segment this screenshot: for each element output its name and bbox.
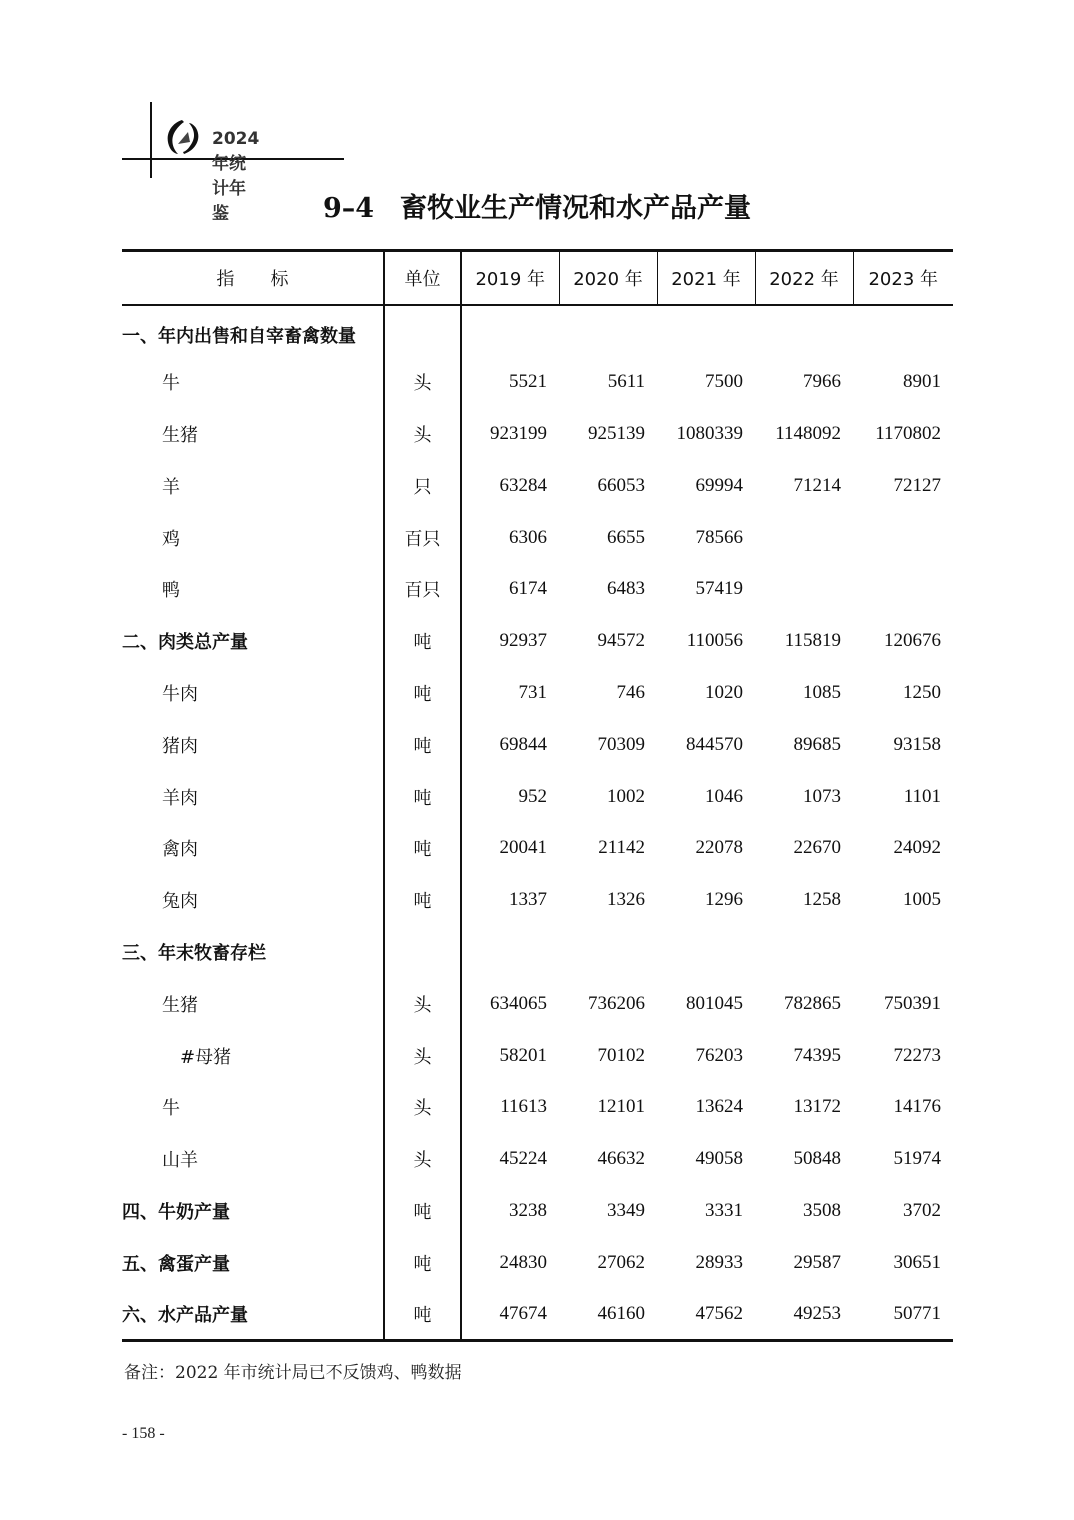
value-cell: 29587: [793, 1251, 841, 1273]
value-cell: 750391: [884, 992, 941, 1014]
value-cell: 72273: [893, 1044, 941, 1066]
value-cell: 66053: [597, 474, 645, 496]
value-cell: 6655: [607, 526, 645, 548]
value-cell: 1101: [903, 785, 941, 807]
value-cell: 3238: [509, 1199, 547, 1221]
indicator-name: 羊: [162, 476, 180, 498]
table-row: [122, 719, 953, 771]
yearbook-label: 2024年统计年鉴: [212, 129, 260, 224]
unit-cell: 吨: [384, 1185, 461, 1237]
value-cell: 3349: [607, 1199, 645, 1221]
unit-cell: 只: [384, 460, 461, 512]
value-cell: 30651: [893, 1251, 941, 1273]
value-cell: 13624: [695, 1096, 743, 1118]
table-row: [122, 408, 953, 460]
unit-cell: 吨: [384, 667, 461, 719]
value-cell: 1005: [903, 889, 941, 911]
indicator-name: 生猪: [162, 994, 198, 1016]
value-cell: 1085: [803, 681, 841, 703]
table-row: [122, 1081, 953, 1133]
indicator-name: 五、禽蛋产量: [122, 1253, 230, 1275]
unit-cell: 头: [384, 1081, 461, 1133]
value-cell: 115819: [784, 630, 841, 652]
value-cell: 70102: [597, 1044, 645, 1066]
value-cell: 925139: [588, 422, 645, 444]
value-cell: 5611: [607, 371, 645, 393]
value-cell: 50848: [793, 1148, 841, 1170]
value-cell: 70309: [597, 733, 645, 755]
value-cell: 13172: [793, 1096, 841, 1118]
table-row: [122, 1030, 953, 1082]
value-cell: 27062: [597, 1251, 645, 1273]
table-section-row: [122, 1289, 953, 1341]
unit-cell: 吨: [384, 874, 461, 926]
value-cell: 24092: [893, 837, 941, 859]
table-row: [122, 1133, 953, 1185]
table-section-row: [122, 305, 953, 357]
column-header-2020: 2020 年: [559, 251, 657, 305]
value-cell: 952: [518, 785, 547, 807]
statistics-logo-icon: [162, 116, 204, 158]
column-header-2021: 2021 年: [657, 251, 755, 305]
value-cell: [461, 305, 559, 357]
value-cell: 1020: [705, 681, 743, 703]
value-cell: 782865: [784, 992, 841, 1014]
value-cell: 120676: [884, 630, 941, 652]
value-cell: [559, 305, 657, 357]
value-cell: 46160: [559, 1289, 657, 1341]
unit-cell: 百只: [384, 512, 461, 564]
table-section-row: [122, 615, 953, 667]
page-title: [0, 186, 1074, 225]
value-cell: 110056: [686, 630, 743, 652]
table-row: [122, 667, 953, 719]
value-cell: [755, 926, 853, 978]
value-cell: 736206: [588, 992, 645, 1014]
column-header-2019: 2019 年: [461, 251, 559, 305]
table-row: [122, 356, 953, 408]
value-cell: 71214: [793, 474, 841, 496]
indicator-name: 禽肉: [162, 839, 198, 861]
unit-cell: 头: [384, 978, 461, 1030]
value-cell: 76203: [695, 1044, 743, 1066]
indicator-name: 牛: [162, 1098, 180, 1120]
value-cell: 94572: [597, 630, 645, 652]
value-cell: 1080339: [676, 422, 743, 444]
value-cell: 20041: [499, 837, 547, 859]
value-cell: 7500: [705, 371, 743, 393]
indicator-name: 牛肉: [162, 683, 198, 705]
table-row: [122, 978, 953, 1030]
table-row: [122, 771, 953, 823]
table-section-row: [122, 1237, 953, 1289]
table-number: 9–4: [322, 193, 375, 224]
value-cell: 1170802: [875, 422, 941, 444]
unit-cell: [384, 926, 461, 978]
value-cell: 801045: [686, 992, 743, 1014]
value-cell: 46632: [597, 1148, 645, 1170]
value-cell: 3508: [803, 1199, 841, 1221]
footnote: 备注：2022 年市统计局已不反馈鸡、鸭数据: [124, 1363, 462, 1383]
value-cell: 14176: [893, 1096, 941, 1118]
value-cell: 69844: [499, 733, 547, 755]
value-cell: 89685: [793, 733, 841, 755]
unit-cell: [384, 305, 461, 357]
value-cell: [755, 305, 853, 357]
column-header-2022: 2022 年: [755, 251, 853, 305]
table-row: [122, 563, 953, 615]
value-cell: 8901: [903, 371, 941, 393]
value-cell: 1337: [509, 889, 547, 911]
column-header-indicator: 指 标: [122, 251, 384, 305]
table-section-row: [122, 926, 953, 978]
value-cell: 45224: [499, 1148, 547, 1170]
indicator-name: 三、年末牧畜存栏: [122, 942, 266, 964]
indicator-name: 山羊: [162, 1150, 198, 1172]
indicator-name: #母猪: [180, 1046, 232, 1068]
value-cell: 5521: [509, 371, 547, 393]
unit-cell: 吨: [384, 1289, 461, 1341]
unit-cell: 吨: [384, 822, 461, 874]
value-cell: 634065: [490, 992, 547, 1014]
table-section-row: [122, 1185, 953, 1237]
value-cell: 7966: [803, 371, 841, 393]
value-cell: 49253: [755, 1289, 853, 1341]
value-cell: 72127: [893, 474, 941, 496]
value-cell: 47674: [461, 1289, 559, 1341]
indicator-name: 生猪: [162, 424, 198, 446]
indicator-name: 猪肉: [162, 735, 198, 757]
value-cell: 22078: [695, 837, 743, 859]
indicator-name: 兔肉: [162, 891, 198, 913]
page-number: - 158 -: [122, 1425, 165, 1442]
value-cell: 49058: [695, 1148, 743, 1170]
header-vertical-rule: [150, 102, 152, 178]
value-cell: [657, 926, 755, 978]
indicator-name: 六、水产品产量: [122, 1289, 384, 1341]
indicator-name: 牛: [162, 373, 180, 395]
value-cell: 63284: [499, 474, 547, 496]
value-cell: [853, 305, 953, 357]
table-header-row: [122, 251, 953, 305]
value-cell: [657, 305, 755, 357]
value-cell: 22670: [793, 837, 841, 859]
value-cell: 844570: [686, 733, 743, 755]
unit-cell: 吨: [384, 719, 461, 771]
unit-cell: 百只: [384, 563, 461, 615]
value-cell: 1296: [705, 889, 743, 911]
value-cell: 69994: [695, 474, 743, 496]
value-cell: 50771: [853, 1289, 953, 1341]
indicator-name: 鸡: [162, 528, 180, 550]
value-cell: 1073: [803, 785, 841, 807]
column-header-unit: 单位: [384, 251, 461, 305]
unit-cell: 头: [384, 356, 461, 408]
indicator-name: 二、肉类总产量: [122, 632, 248, 654]
unit-cell: 吨: [384, 615, 461, 667]
value-cell: 6306: [509, 526, 547, 548]
indicator-name: 鸭: [162, 580, 180, 602]
indicator-name: 四、牛奶产量: [122, 1201, 230, 1223]
table-row: [122, 874, 953, 926]
indicator-name: 一、年内出售和自宰畜禽数量: [122, 325, 356, 347]
table-row: [122, 460, 953, 512]
value-cell: 78566: [695, 526, 743, 548]
unit-cell: 头: [384, 1133, 461, 1185]
unit-cell: 头: [384, 408, 461, 460]
unit-cell: 吨: [384, 1237, 461, 1289]
value-cell: [461, 926, 559, 978]
value-cell: [755, 563, 853, 615]
value-cell: 6483: [607, 578, 645, 600]
value-cell: [853, 926, 953, 978]
value-cell: 93158: [893, 733, 941, 755]
value-cell: [755, 512, 853, 564]
column-header-2023: 2023 年: [853, 251, 953, 305]
value-cell: 28933: [695, 1251, 743, 1273]
unit-cell: 吨: [384, 771, 461, 823]
value-cell: 1046: [705, 785, 743, 807]
value-cell: 57419: [695, 578, 743, 600]
value-cell: [559, 926, 657, 978]
value-cell: 1258: [803, 889, 841, 911]
value-cell: 92937: [499, 630, 547, 652]
value-cell: 3331: [705, 1199, 743, 1221]
value-cell: 12101: [597, 1096, 645, 1118]
table-title: 畜牧业生产情况和水产品产量: [400, 193, 752, 224]
value-cell: 58201: [499, 1044, 547, 1066]
value-cell: 1002: [607, 785, 645, 807]
indicator-name: 羊肉: [162, 787, 198, 809]
livestock-table: [122, 249, 953, 1342]
value-cell: 3702: [903, 1199, 941, 1221]
value-cell: 47562: [657, 1289, 755, 1341]
value-cell: 11613: [500, 1096, 547, 1118]
value-cell: 1148092: [775, 422, 841, 444]
value-cell: 923199: [490, 422, 547, 444]
table-row: [122, 512, 953, 564]
value-cell: [853, 563, 953, 615]
table-row: [122, 822, 953, 874]
value-cell: 74395: [793, 1044, 841, 1066]
value-cell: 6174: [509, 578, 547, 600]
value-cell: 746: [616, 681, 645, 703]
unit-cell: 头: [384, 1030, 461, 1082]
value-cell: [853, 512, 953, 564]
value-cell: 731: [518, 681, 547, 703]
value-cell: 1250: [903, 681, 941, 703]
value-cell: 21142: [598, 837, 645, 859]
value-cell: 24830: [499, 1251, 547, 1273]
value-cell: 1326: [607, 889, 645, 911]
value-cell: 51974: [893, 1148, 941, 1170]
